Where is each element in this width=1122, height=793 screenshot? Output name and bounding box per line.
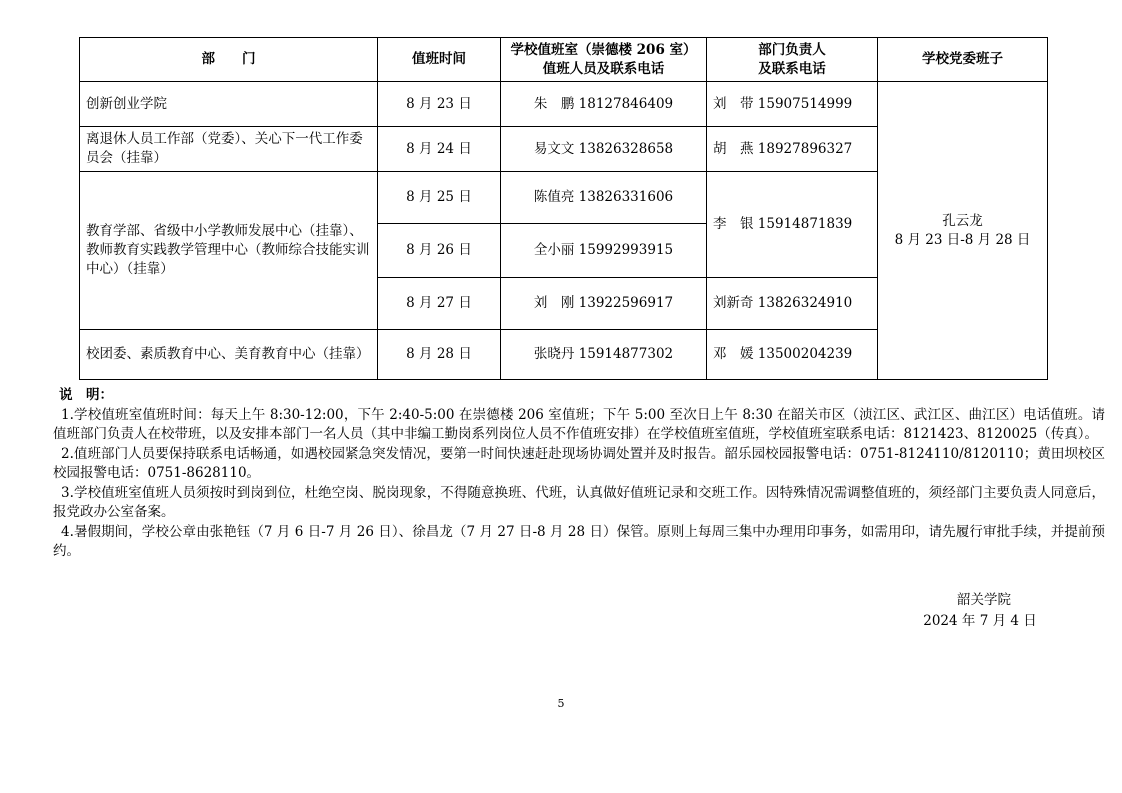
duty-staff-cell: 张晓丹 15914877302 <box>501 330 707 380</box>
duty-staff-cell: 刘 刚 13922596917 <box>501 278 707 330</box>
note-item: 3.学校值班室值班人员须按时到岗到位，杜绝空岗、脱岗现象，不得随意换班、代班，认真做好值班记录和交班工作。因特殊情况需调整值班的，须经部门主要负责人同意后，报党政办公室备案。 <box>53 484 1105 520</box>
notes-title: 说 明： <box>59 387 113 403</box>
notes-section <box>53 386 1105 562</box>
duty-schedule-table <box>79 37 1048 380</box>
dept-head-cell: 邓 媛 13500204239 <box>707 330 878 380</box>
note-item: 1.学校值班室值班时间：每天上午 8:30-12:00，下午 2:40-5:00 在崇德楼 206 室值班；下午 5:00 至次日上午 8:30 在韶关市区（浈江区、武江区、曲江区）电话值班。请值班部门负责人在校带班，以及安排本部门一名人员（其中非编工勤岗系列岗位人员不作值班安排）在学校值班室值班，学校值班室联系电话：8121423、8120025（传真）。 <box>53 406 1105 442</box>
date-cell: 8 月 24 日 <box>378 127 501 172</box>
header-duty-staff: 学校值班室（崇德楼 206 室） 值班人员及联系电话 <box>501 38 707 82</box>
duty-staff-cell: 陈值亮 13826331606 <box>501 172 707 224</box>
date-cell: 8 月 26 日 <box>378 224 501 278</box>
duty-staff-cell: 朱 鹏 18127846409 <box>501 82 707 127</box>
header-dept-head: 部门负责人 及联系电话 <box>707 38 878 82</box>
date-cell: 8 月 25 日 <box>378 172 501 224</box>
leader-period: 8 月 23 日-8 月 28 日 <box>894 231 1031 248</box>
department-cell: 离退休人员工作部（党委）、关心下一代工作委员会（挂靠） <box>80 127 378 172</box>
duty-staff-cell: 易文文 13826328658 <box>501 127 707 172</box>
dept-head-cell: 刘新奇 13826324910 <box>707 278 878 330</box>
signature-date: 2024 年 7 月 4 日 <box>923 613 1037 629</box>
dept-head-cell: 李 银 15914871839 <box>707 172 878 278</box>
date-cell: 8 月 27 日 <box>378 278 501 330</box>
page-number: 5 <box>557 697 565 710</box>
department-cell: 创新创业学院 <box>80 82 378 127</box>
note-item: 4.暑假期间，学校公章由张艳钰（7 月 6 日-7 月 26 日）、徐昌龙（7 月 27 日-8 月 28 日）保管。原则上每周三集中办理用印事务，如需用印，请先履行审批手续，并提前预约。 <box>53 523 1105 559</box>
dept-head-cell: 刘 带 15907514999 <box>707 82 878 127</box>
header-party-committee: 学校党委班子 <box>878 38 1048 82</box>
department-cell: 教育学部、省级中小学教师发展中心（挂靠）、教师教育实践教学管理中心（教师综合技能实训中心）（挂靠） <box>80 172 378 330</box>
header-duty-date: 值班时间 <box>378 38 501 82</box>
header-department: 部 门 <box>80 38 378 82</box>
table-row <box>80 82 1048 127</box>
party-leader-cell <box>878 82 1048 380</box>
date-cell: 8 月 28 日 <box>378 330 501 380</box>
signature-block <box>900 590 1060 632</box>
leader-name: 孔云龙 <box>942 212 983 229</box>
note-item: 2.值班部门人员要保持联系电话畅通，如遇校园紧急突发情况，要第一时间快速赶赴现场协调处置并及时报告。韶乐园校园报警电话：0751-8124110/8120110；黄田坝校区校园报警电话：0751-8628110。 <box>53 445 1105 481</box>
table-header-row <box>80 38 1048 82</box>
duty-staff-cell: 全小丽 15992993915 <box>501 224 707 278</box>
date-cell: 8 月 23 日 <box>378 82 501 127</box>
department-cell: 校团委、素质教育中心、美育教育中心（挂靠） <box>80 330 378 380</box>
dept-head-cell: 胡 燕 18927896327 <box>707 127 878 172</box>
signature-org: 韶关学院 <box>957 592 1011 608</box>
